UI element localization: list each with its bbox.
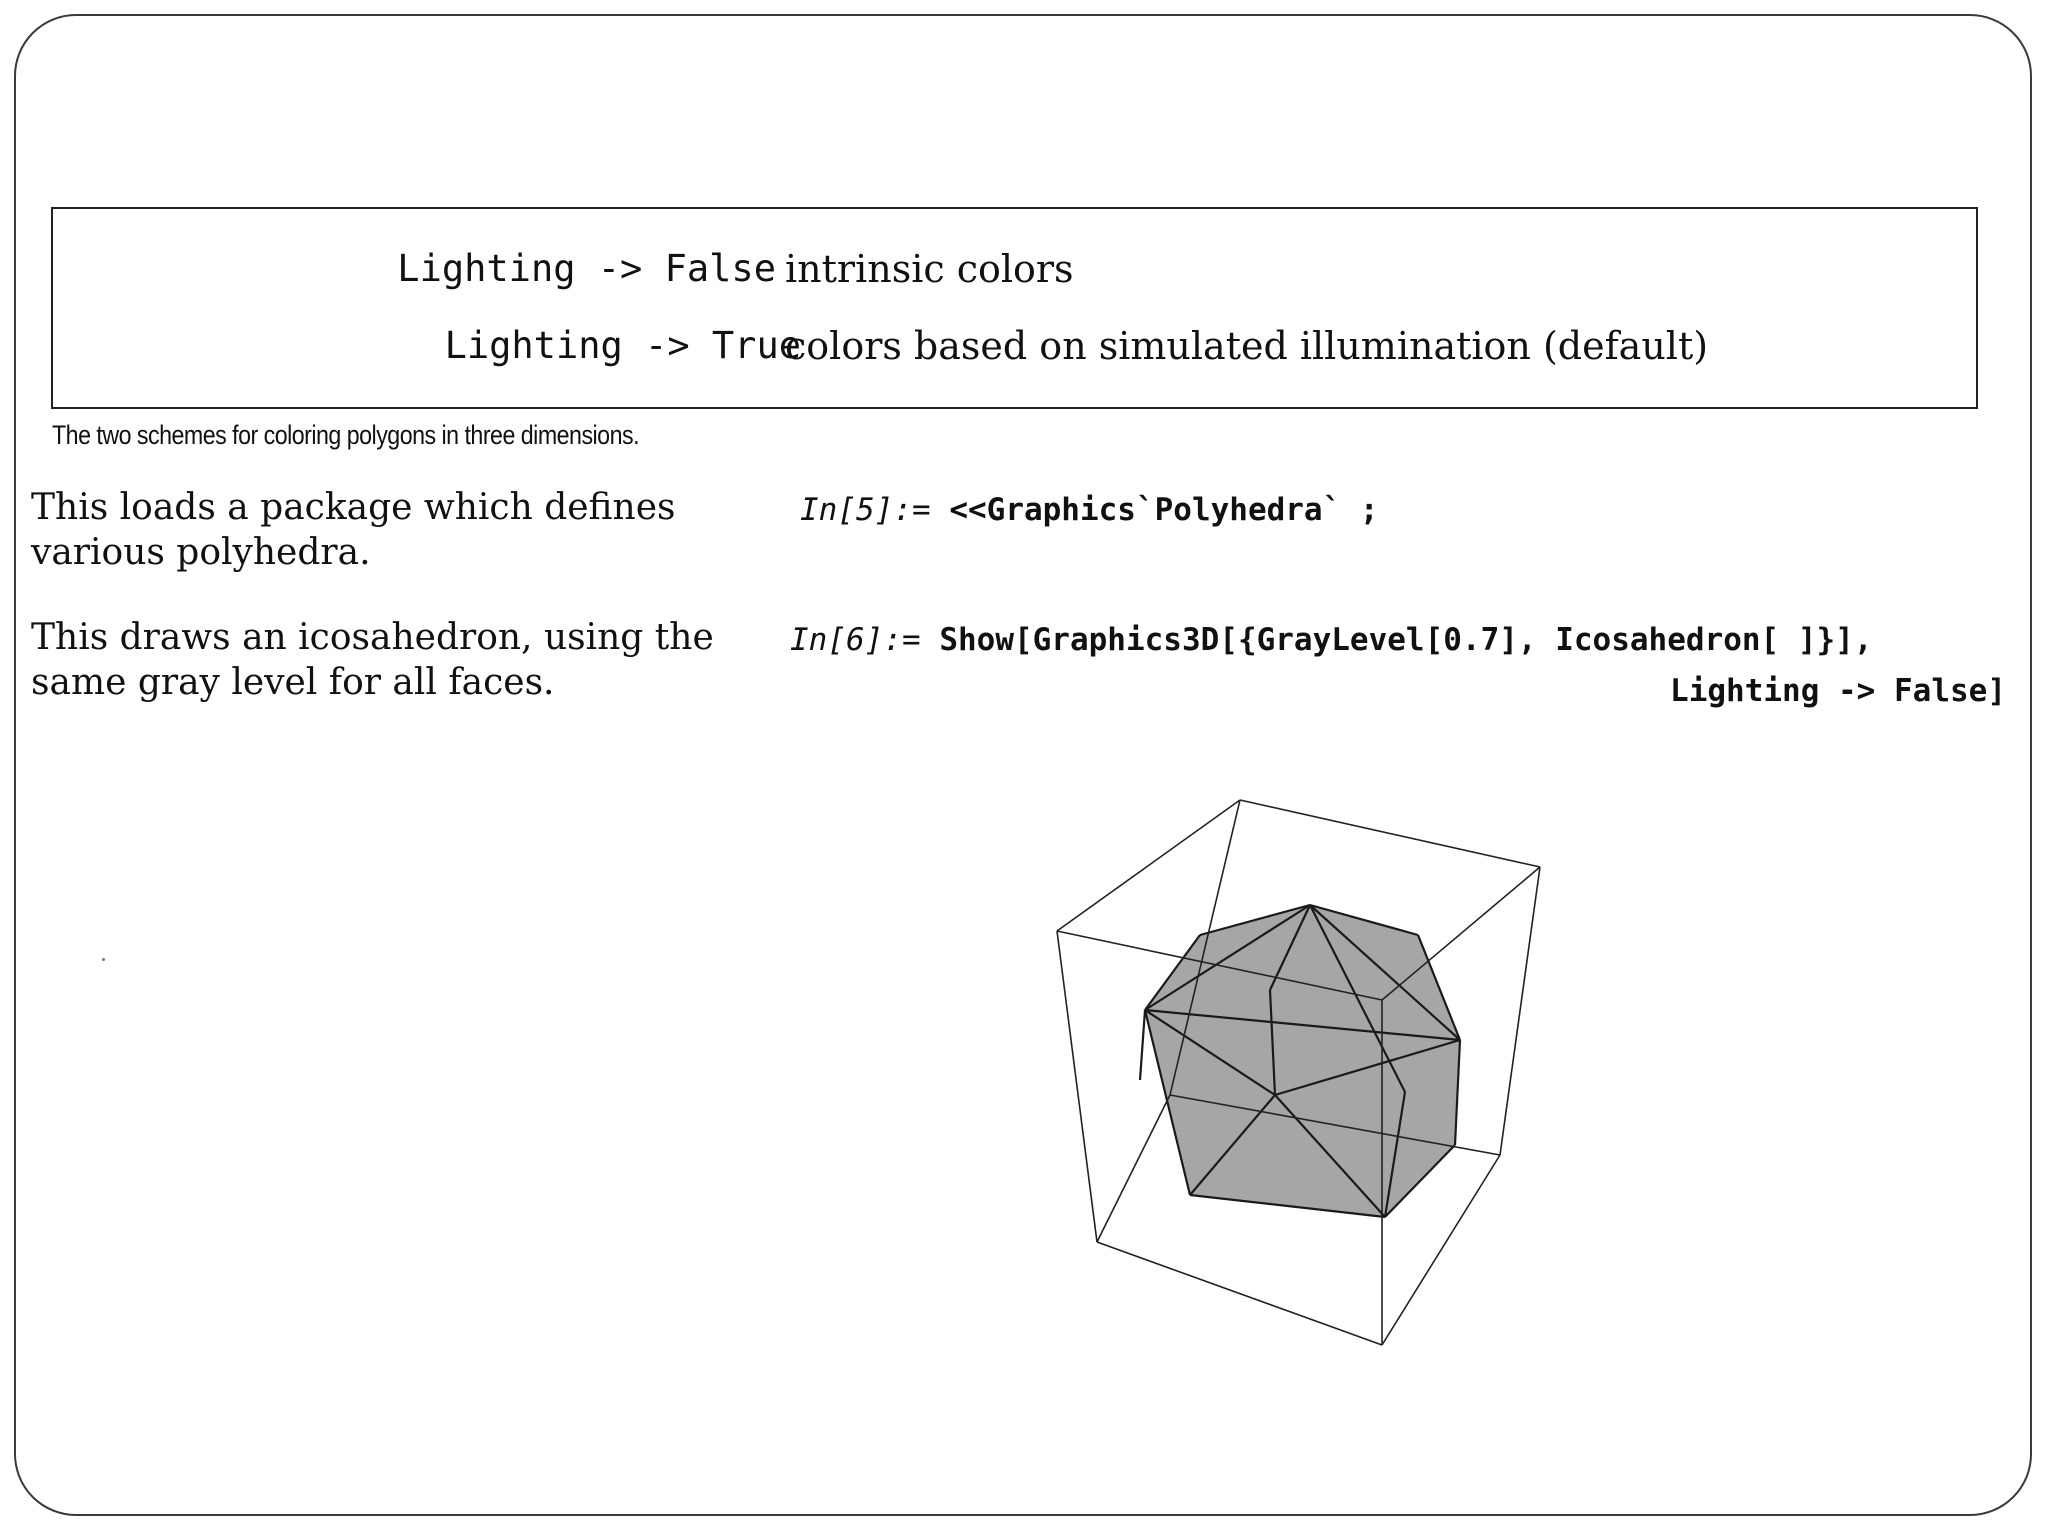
input-code-6: Show[Graphics3D[{GrayLevel[0.7], Icosahedron[ ]}], <box>939 622 1873 658</box>
option-description-intrinsic: intrinsic colors <box>785 247 1074 291</box>
option-description-simulated: colors based on simulated illumination (default) <box>785 324 1709 368</box>
stray-dot <box>102 958 105 961</box>
input-cell-6-continued <box>1670 673 2006 709</box>
options-table <box>51 207 1978 409</box>
input-label-5: In[5]:= <box>800 492 931 528</box>
explanation-load-package: This loads a package which defines various polyhedra. <box>31 487 676 573</box>
explanation-draw-icosahedron: This draws an icosahedron, using the same gray level for all faces. <box>31 617 714 703</box>
input-cell-6 <box>790 622 1873 658</box>
table-caption: The two schemes for coloring polygons in three dimensions. <box>52 420 640 450</box>
input-code-6-continued: Lighting -> False] <box>1670 673 2006 709</box>
option-lighting-true: Lighting -> True <box>444 324 801 367</box>
bounding-box-edge <box>1097 1095 1170 1242</box>
icosahedron-body <box>1145 905 1460 1217</box>
bounding-box-edge <box>1057 931 1097 1242</box>
input-code-5: <<Graphics`Polyhedra` ; <box>949 492 1379 528</box>
icosahedron-edge <box>1140 1010 1145 1080</box>
bounding-box-edge <box>1500 867 1540 1155</box>
input-label-6: In[6]:= <box>790 622 921 658</box>
option-lighting-false: Lighting -> False <box>397 247 776 290</box>
icosahedron-graphic <box>1040 790 1560 1370</box>
bounding-box-edge <box>1097 1242 1382 1345</box>
bounding-box-edge <box>1057 800 1240 931</box>
input-cell-5 <box>800 492 1379 528</box>
bounding-box-edge <box>1240 800 1540 867</box>
icosahedron-faces <box>1145 905 1460 1217</box>
